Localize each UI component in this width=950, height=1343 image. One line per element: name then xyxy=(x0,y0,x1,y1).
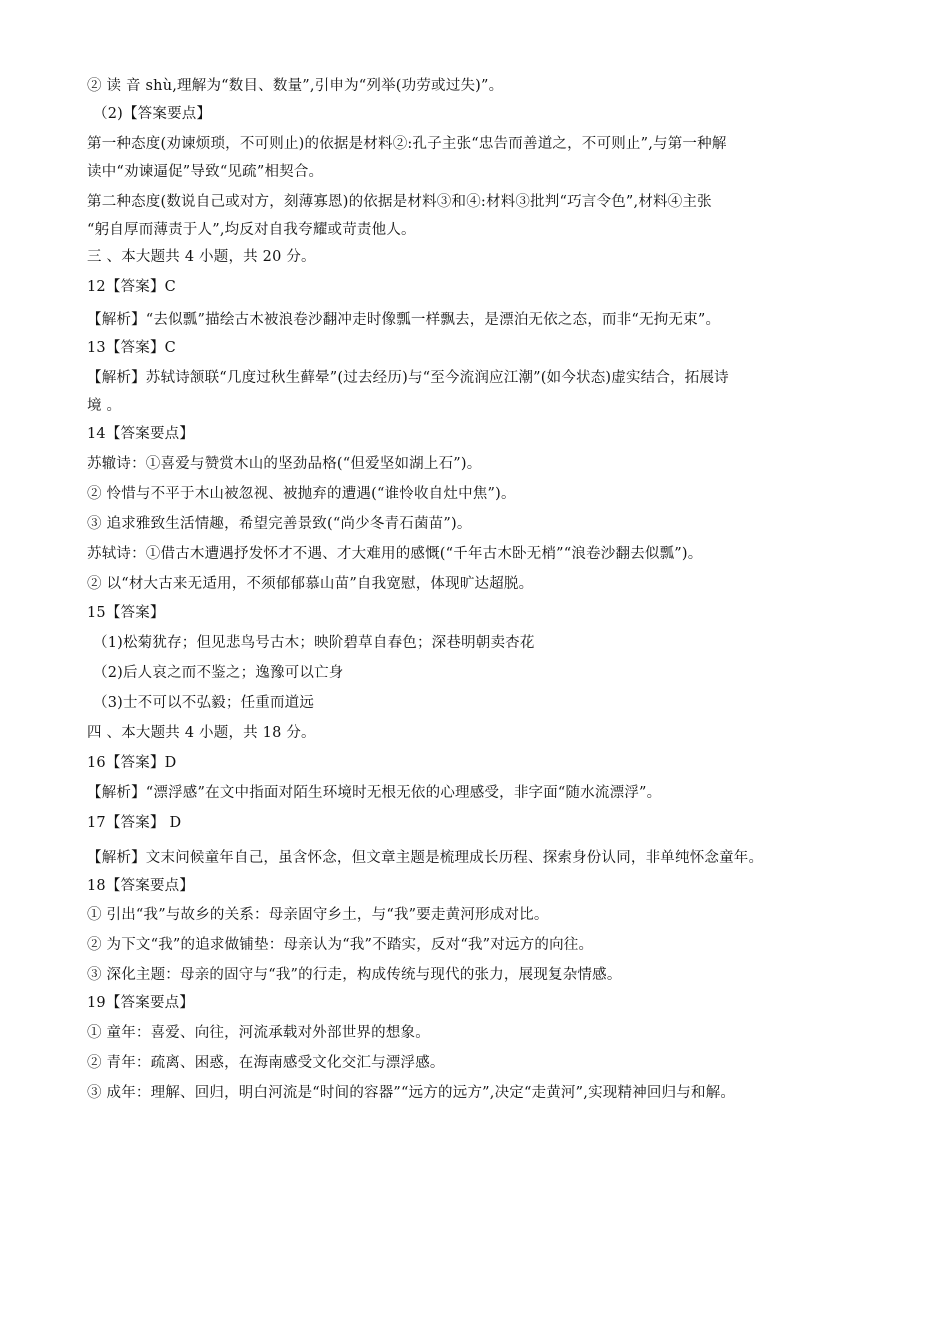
text-line: 【解析】苏轼诗颔联“几度过秋生藓晕”(过去经历)与“至今流润应江潮”(如今状态)虚实结合，拓展诗 xyxy=(87,370,729,386)
section-heading: 三 、本大题共 4 小题，共 20 分。 xyxy=(87,249,316,265)
text-line: 境 。 xyxy=(87,398,122,414)
text-line: ② 怜惜与不平于木山被忽视、被抛弃的遭遇(“谁怜收自灶中焦”)。 xyxy=(87,486,516,502)
text-line: 苏辙诗：①喜爱与赞赏木山的坚劲品格(“但爱坚如湖上石”)。 xyxy=(87,456,482,472)
text-line: ② 为下文“我”的追求做铺垫：母亲认为“我”不踏实，反对“我”对远方的向往。 xyxy=(87,937,594,953)
text-line: 【解析】文末问候童年自己，虽含怀念，但文章主题是梳理成长历程、探索身份认同，非单纯怀念童年。 xyxy=(87,850,764,866)
text-line: ① 引出“我”与故乡的关系：母亲固守乡土，与“我”要走黄河形成对比。 xyxy=(87,907,549,923)
text-line: 第二种态度(数说自己或对方，刻薄寡恩)的依据是材料③和④:材料③批判“巧言令色”,材料④主张 xyxy=(87,194,712,210)
text-line: 第一种态度(劝谏烦琐，不可则止)的依据是材料②:孔子主张“忠告而善道之，不可则止”,与第一种解 xyxy=(87,136,727,152)
answer-label: 14【答案要点】 xyxy=(87,426,195,442)
text-line: 【解析】“漂浮感”在文中指面对陌生环境时无根无依的心理感受，非字面“随水流漂浮”。 xyxy=(87,785,662,801)
answer-label: 19【答案要点】 xyxy=(87,995,195,1011)
text-line: ③ 深化主题：母亲的固守与“我”的行走，构成传统与现代的张力，展现复杂情感。 xyxy=(87,967,622,983)
text-line: ① 童年：喜爱、向往，河流承载对外部世界的想象。 xyxy=(87,1025,430,1041)
text-line: ③ 成年：理解、回归，明白河流是“时间的容器”“远方的远方”,决定“走黄河”,实现精神回归与和解。 xyxy=(87,1085,736,1101)
text-line: （2)后人哀之而不鉴之；逸豫可以亡身 xyxy=(93,665,344,681)
answer-label: 16【答案】D xyxy=(87,755,177,771)
answer-label: 18【答案要点】 xyxy=(87,878,195,894)
answer-label: 13【答案】C xyxy=(87,340,176,356)
text-line: （3)士不可以不弘毅；任重而道远 xyxy=(93,695,315,711)
text-line: 读中“劝谏逼促”导致“见疏”相契合。 xyxy=(87,164,324,180)
text-line: ② 青年：疏离、困惑，在海南感受文化交汇与漂浮感。 xyxy=(87,1055,445,1071)
text-line: ② 读 音 shù,理解为“数目、数量”,引申为“列举(功劳或过失)”。 xyxy=(87,78,504,94)
text-line: “躬自厚而薄责于人”,均反对自我夸耀或苛责他人。 xyxy=(87,222,416,238)
section-heading: 四 、本大题共 4 小题，共 18 分。 xyxy=(87,725,316,741)
answer-label: 12【答案】C xyxy=(87,279,176,295)
text-line: ② 以“材大古来无适用，不须郁郁慕山苗”自我宽慰，体现旷达超脱。 xyxy=(87,576,534,592)
text-line: 苏轼诗：①借古木遭遇抒发怀才不遇、才大难用的感慨(“千年古木卧无梢”“浪卷沙翻去似瓢”)。 xyxy=(87,546,703,562)
answer-label: 15【答案】 xyxy=(87,605,165,621)
answer-label: 17【答案】 D xyxy=(87,815,182,831)
text-line: ③ 追求雅致生活情趣，希望完善景致(“尚少冬青石菌苗”)。 xyxy=(87,516,472,532)
text-line: 【解析】“去似瓢”描绘古木被浪卷沙翻冲走时像瓢一样飘去，是漂泊无依之态，而非“无拘无束”。 xyxy=(87,312,721,328)
text-line: （2)【答案要点】 xyxy=(93,106,212,122)
text-line: （1)松菊犹存；但见悲鸟号古木；映阶碧草自春色；深巷明朝卖杏花 xyxy=(93,635,535,651)
